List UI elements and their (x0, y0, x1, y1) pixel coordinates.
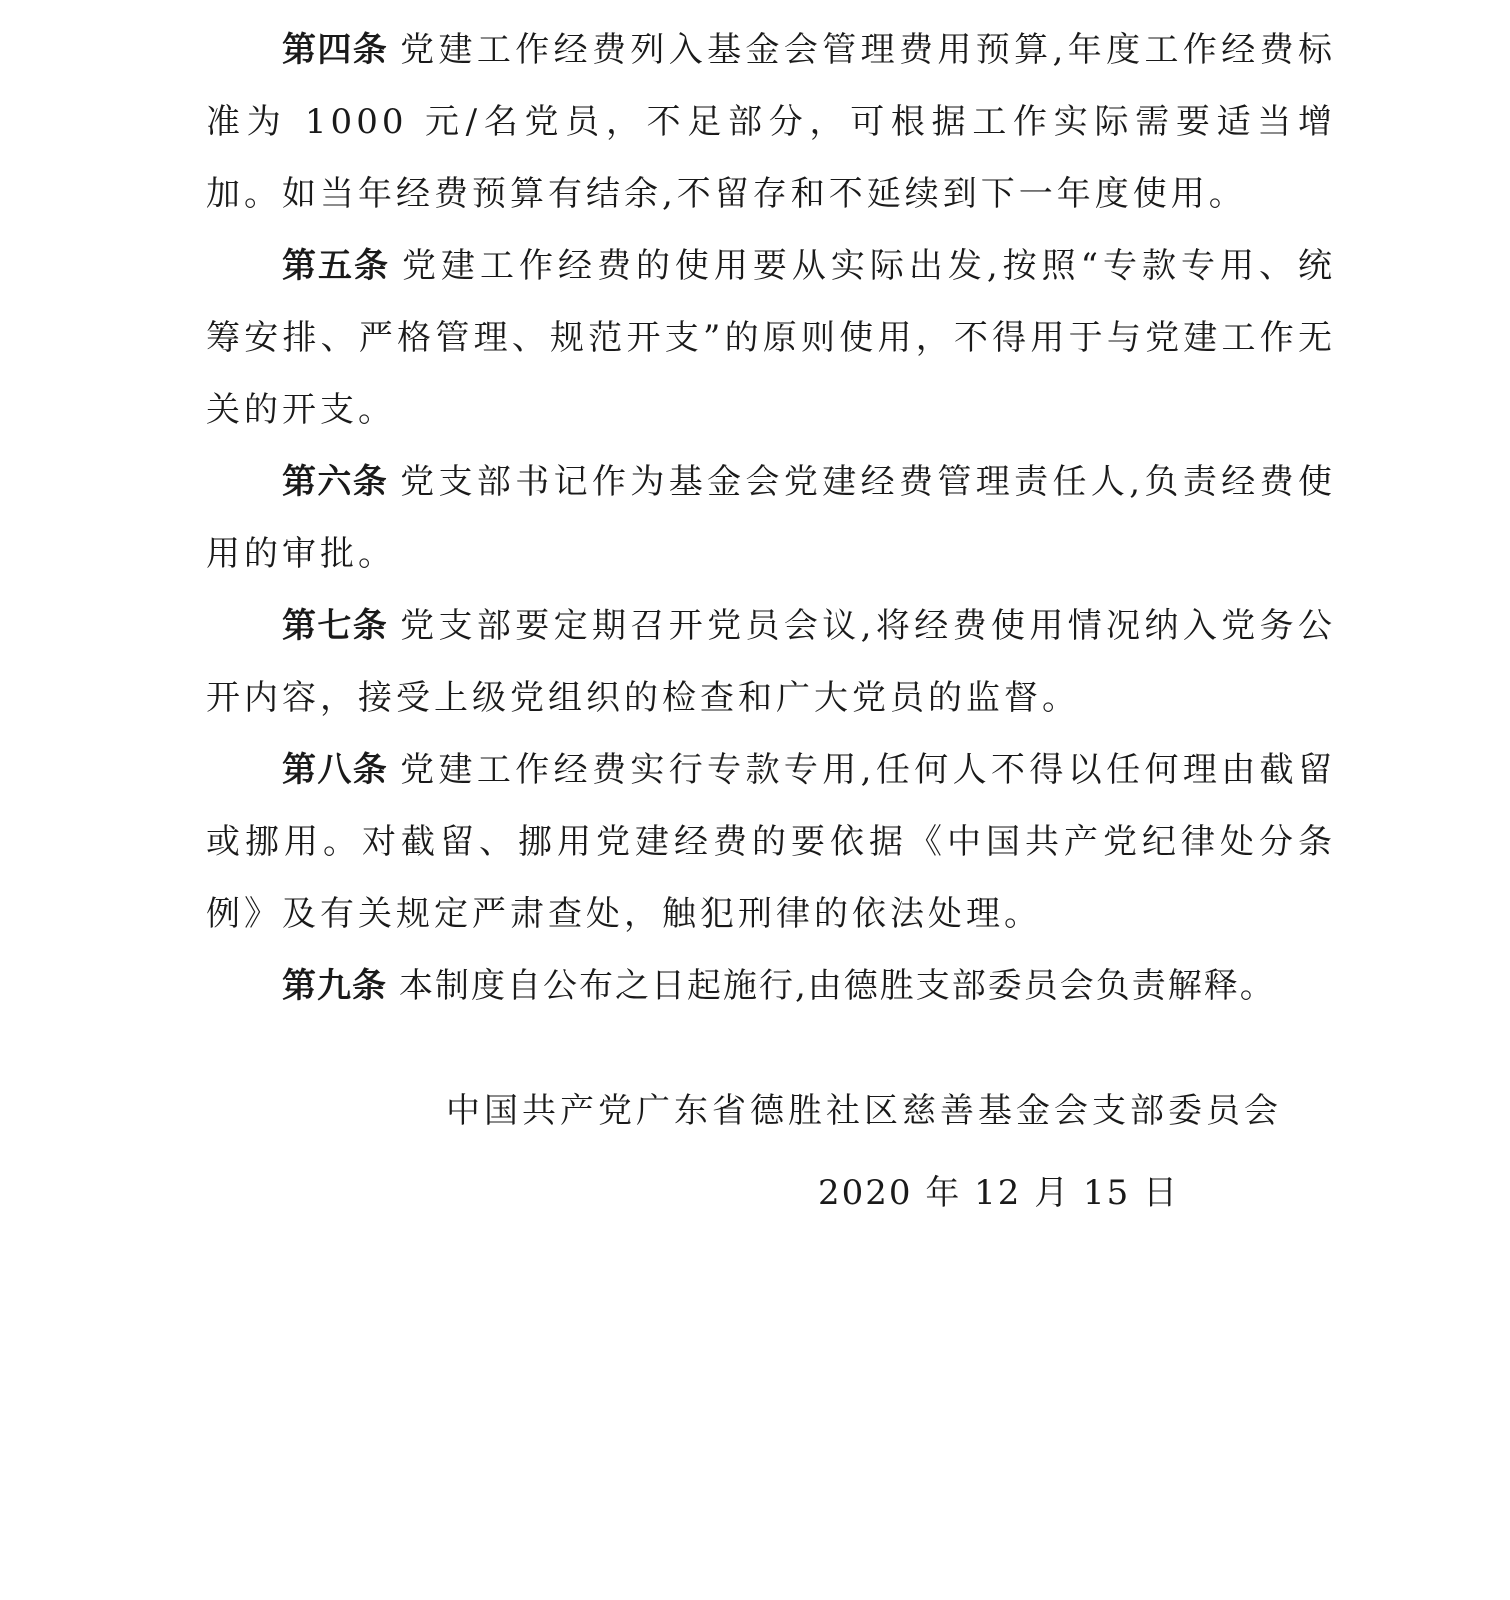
article-text: 党建工作经费列入基金会管理费用预算,年度工作经费标准为 1000 元/名党员，不足部分，可根据工作实际需要适当增加。如当年经费预算有结余,不留存和不延续到下一年度使用。 (206, 30, 1337, 214)
article-text: 党支部要定期召开党员会议,将经费使用情况纳入党务公开内容，接受上级党组织的检查和广大党员的监督。 (206, 606, 1337, 718)
signature-organization: 中国共产党广东省德胜社区慈善基金会支部委员会 (446, 1091, 1282, 1131)
article-heading: 第五条 (282, 246, 390, 286)
article-heading: 第八条 (282, 750, 389, 790)
article-text: 党支部书记作为基金会党建经费管理责任人,负责经费使用的审批。 (206, 462, 1337, 574)
article-9 (206, 950, 1336, 1022)
article-heading: 第四条 (282, 30, 389, 70)
signature-date: 2020 年 12 月 15 日 (818, 1173, 1180, 1213)
article-text: 党建工作经费实行专款专用,任何人不得以任何理由截留或挪用。对截留、挪用党建经费的要依据《中国共产党纪律处分条例》及有关规定严肃查处，触犯刑律的依法处理。 (206, 750, 1337, 934)
article-heading: 第七条 (282, 606, 389, 646)
article-text: 党建工作经费的使用要从实际出发,按照“专款专用、统筹安排、严格管理、规范开支”的原则使用，不得用于与党建工作无关的开支。 (206, 246, 1336, 430)
article-6 (206, 446, 1336, 590)
article-8 (206, 734, 1336, 950)
article-4 (206, 14, 1336, 230)
article-5 (206, 230, 1336, 446)
article-heading: 第九条 (282, 966, 387, 1006)
article-7 (206, 590, 1336, 734)
document-body (206, 14, 1336, 1022)
article-text: 本制度自公布之日起施行,由德胜支部委员会负责解释。 (399, 966, 1276, 1006)
article-heading: 第六条 (282, 462, 389, 502)
